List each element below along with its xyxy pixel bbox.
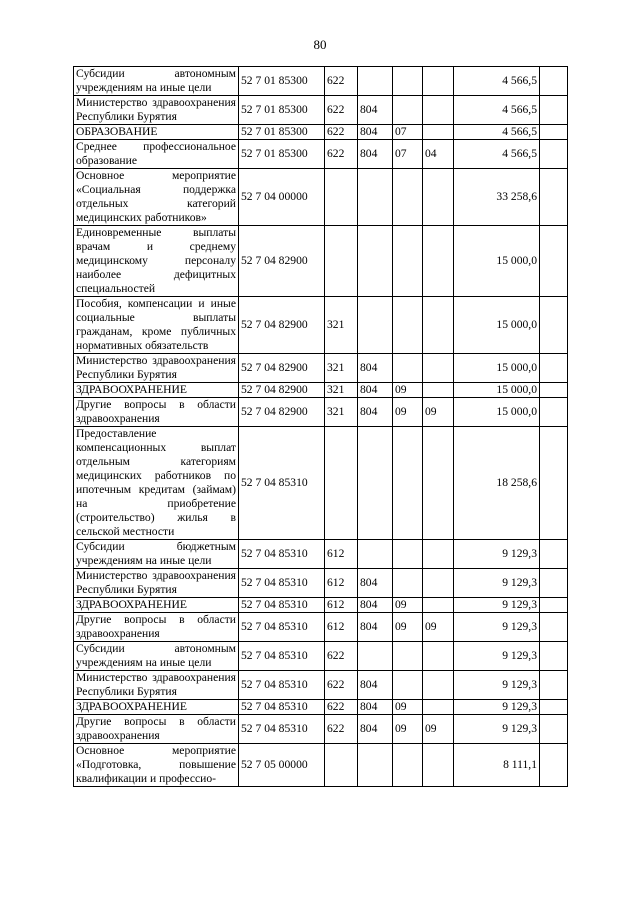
- amount-cell: 9 129,3: [454, 569, 540, 598]
- subsection-code-cell: 09: [423, 398, 454, 427]
- section-code-cell: 09: [393, 383, 423, 398]
- administrator-code-cell: [358, 427, 393, 540]
- section-code-cell: [393, 427, 423, 540]
- subsection-code-cell: [423, 297, 454, 354]
- table-row: [74, 700, 568, 715]
- target-article-code-cell: 52 7 01 85300: [239, 125, 325, 140]
- empty-trailing-cell: [540, 671, 568, 700]
- subsection-code-cell: [423, 169, 454, 226]
- administrator-code-cell: [358, 226, 393, 297]
- row-name-cell: Министерство здравоохранения Республики Бурятия: [74, 569, 239, 598]
- subsection-code-cell: [423, 67, 454, 96]
- subsection-code-cell: [423, 598, 454, 613]
- administrator-code-cell: 804: [358, 398, 393, 427]
- target-article-code-cell: 52 7 04 85310: [239, 598, 325, 613]
- subsection-code-cell: [423, 427, 454, 540]
- target-article-code-cell: 52 7 04 85310: [239, 715, 325, 744]
- target-article-code-cell: 52 7 04 85310: [239, 540, 325, 569]
- empty-trailing-cell: [540, 427, 568, 540]
- target-article-code-cell: 52 7 04 85310: [239, 569, 325, 598]
- expense-type-code-cell: [325, 744, 358, 787]
- amount-cell: 33 258,6: [454, 169, 540, 226]
- expense-type-code-cell: 612: [325, 598, 358, 613]
- row-name-cell: Министерство здравоохранения Республики Бурятия: [74, 354, 239, 383]
- table-row: [74, 383, 568, 398]
- expense-type-code-cell: 622: [325, 140, 358, 169]
- administrator-code-cell: 804: [358, 715, 393, 744]
- subsection-code-cell: 09: [423, 715, 454, 744]
- empty-trailing-cell: [540, 226, 568, 297]
- administrator-code-cell: 804: [358, 671, 393, 700]
- subsection-code-cell: 04: [423, 140, 454, 169]
- amount-cell: 9 129,3: [454, 642, 540, 671]
- administrator-code-cell: [358, 642, 393, 671]
- expense-type-code-cell: 612: [325, 613, 358, 642]
- subsection-code-cell: [423, 569, 454, 598]
- amount-cell: 15 000,0: [454, 398, 540, 427]
- administrator-code-cell: 804: [358, 613, 393, 642]
- administrator-code-cell: [358, 297, 393, 354]
- expense-type-code-cell: [325, 226, 358, 297]
- empty-trailing-cell: [540, 297, 568, 354]
- amount-cell: 4 566,5: [454, 67, 540, 96]
- subsection-code-cell: [423, 226, 454, 297]
- amount-cell: 9 129,3: [454, 700, 540, 715]
- amount-cell: 18 258,6: [454, 427, 540, 540]
- empty-trailing-cell: [540, 125, 568, 140]
- amount-cell: 15 000,0: [454, 226, 540, 297]
- administrator-code-cell: 804: [358, 354, 393, 383]
- empty-trailing-cell: [540, 383, 568, 398]
- row-name-cell: Субсидии автономным учреждениям на иные цели: [74, 67, 239, 96]
- expense-type-code-cell: 622: [325, 715, 358, 744]
- budget-table: [73, 66, 568, 787]
- administrator-code-cell: 804: [358, 569, 393, 598]
- table-row: [74, 398, 568, 427]
- section-code-cell: [393, 744, 423, 787]
- section-code-cell: [393, 354, 423, 383]
- target-article-code-cell: 52 7 04 85310: [239, 613, 325, 642]
- administrator-code-cell: [358, 169, 393, 226]
- expense-type-code-cell: 622: [325, 700, 358, 715]
- expense-type-code-cell: 622: [325, 96, 358, 125]
- expense-type-code-cell: [325, 427, 358, 540]
- expense-type-code-cell: 622: [325, 671, 358, 700]
- table-row: [74, 540, 568, 569]
- section-code-cell: [393, 169, 423, 226]
- table-row: [74, 427, 568, 540]
- amount-cell: 9 129,3: [454, 540, 540, 569]
- empty-trailing-cell: [540, 169, 568, 226]
- section-code-cell: [393, 540, 423, 569]
- row-name-cell: Среднее профессиональное образование: [74, 140, 239, 169]
- row-name-cell: ЗДРАВООХРАНЕНИЕ: [74, 700, 239, 715]
- section-code-cell: [393, 642, 423, 671]
- section-code-cell: [393, 569, 423, 598]
- target-article-code-cell: 52 7 01 85300: [239, 67, 325, 96]
- expense-type-code-cell: 622: [325, 642, 358, 671]
- table-row: [74, 642, 568, 671]
- table-row: [74, 354, 568, 383]
- administrator-code-cell: 804: [358, 96, 393, 125]
- target-article-code-cell: 52 7 04 82900: [239, 297, 325, 354]
- target-article-code-cell: 52 7 04 00000: [239, 169, 325, 226]
- subsection-code-cell: [423, 744, 454, 787]
- row-name-cell: Субсидии бюджетным учреждениям на иные цели: [74, 540, 239, 569]
- section-code-cell: 09: [393, 398, 423, 427]
- target-article-code-cell: 52 7 05 00000: [239, 744, 325, 787]
- table-row: [74, 598, 568, 613]
- table-row: [74, 169, 568, 226]
- row-name-cell: ЗДРАВООХРАНЕНИЕ: [74, 598, 239, 613]
- section-code-cell: 09: [393, 598, 423, 613]
- target-article-code-cell: 52 7 01 85300: [239, 96, 325, 125]
- administrator-code-cell: 804: [358, 140, 393, 169]
- amount-cell: 9 129,3: [454, 598, 540, 613]
- section-code-cell: 07: [393, 140, 423, 169]
- amount-cell: 4 566,5: [454, 125, 540, 140]
- amount-cell: 15 000,0: [454, 383, 540, 398]
- expense-type-code-cell: 321: [325, 398, 358, 427]
- row-name-cell: ОБРАЗОВАНИЕ: [74, 125, 239, 140]
- row-name-cell: Министерство здравоохранения Республики Бурятия: [74, 96, 239, 125]
- empty-trailing-cell: [540, 140, 568, 169]
- subsection-code-cell: [423, 383, 454, 398]
- target-article-code-cell: 52 7 04 85310: [239, 427, 325, 540]
- subsection-code-cell: 09: [423, 613, 454, 642]
- empty-trailing-cell: [540, 354, 568, 383]
- section-code-cell: 09: [393, 613, 423, 642]
- table-row: [74, 715, 568, 744]
- section-code-cell: [393, 226, 423, 297]
- empty-trailing-cell: [540, 700, 568, 715]
- expense-type-code-cell: 321: [325, 297, 358, 354]
- subsection-code-cell: [423, 700, 454, 715]
- expense-type-code-cell: [325, 169, 358, 226]
- target-article-code-cell: 52 7 04 85310: [239, 671, 325, 700]
- administrator-code-cell: 804: [358, 700, 393, 715]
- row-name-cell: Предоставление компенсационных выплат отдельным категориям медицинских работников по ипотечным кредитам (займам) на приобретение (строительство) жилья в сельской местности: [74, 427, 239, 540]
- target-article-code-cell: 52 7 04 82900: [239, 383, 325, 398]
- empty-trailing-cell: [540, 540, 568, 569]
- amount-cell: 4 566,5: [454, 96, 540, 125]
- table-row: [74, 744, 568, 787]
- administrator-code-cell: [358, 540, 393, 569]
- page-number: 80: [313, 37, 327, 52]
- section-code-cell: [393, 671, 423, 700]
- empty-trailing-cell: [540, 642, 568, 671]
- subsection-code-cell: [423, 642, 454, 671]
- row-name-cell: ЗДРАВООХРАНЕНИЕ: [74, 383, 239, 398]
- table-row: [74, 226, 568, 297]
- target-article-code-cell: 52 7 04 82900: [239, 226, 325, 297]
- table-row: [74, 569, 568, 598]
- table-row: [74, 125, 568, 140]
- expense-type-code-cell: 321: [325, 383, 358, 398]
- table-row: [74, 671, 568, 700]
- amount-cell: 8 111,1: [454, 744, 540, 787]
- section-code-cell: 07: [393, 125, 423, 140]
- row-name-cell: Другие вопросы в области здравоохранения: [74, 398, 239, 427]
- subsection-code-cell: [423, 96, 454, 125]
- administrator-code-cell: [358, 744, 393, 787]
- amount-cell: 9 129,3: [454, 671, 540, 700]
- amount-cell: 9 129,3: [454, 613, 540, 642]
- empty-trailing-cell: [540, 613, 568, 642]
- administrator-code-cell: 804: [358, 125, 393, 140]
- row-name-cell: Основное мероприятие «Социальная поддержка отдельных категорий медицинских работников»: [74, 169, 239, 226]
- subsection-code-cell: [423, 125, 454, 140]
- expense-type-code-cell: 622: [325, 125, 358, 140]
- empty-trailing-cell: [540, 715, 568, 744]
- section-code-cell: 09: [393, 715, 423, 744]
- target-article-code-cell: 52 7 04 82900: [239, 398, 325, 427]
- administrator-code-cell: [358, 67, 393, 96]
- target-article-code-cell: 52 7 04 82900: [239, 354, 325, 383]
- table-row: [74, 67, 568, 96]
- amount-cell: 9 129,3: [454, 715, 540, 744]
- administrator-code-cell: 804: [358, 598, 393, 613]
- budget-table-body: [74, 67, 568, 787]
- section-code-cell: [393, 297, 423, 354]
- empty-trailing-cell: [540, 744, 568, 787]
- table-row: [74, 96, 568, 125]
- amount-cell: 4 566,5: [454, 140, 540, 169]
- subsection-code-cell: [423, 354, 454, 383]
- subsection-code-cell: [423, 671, 454, 700]
- table-row: [74, 297, 568, 354]
- expense-type-code-cell: 612: [325, 540, 358, 569]
- row-name-cell: Единовременные выплаты врачам и среднему медицинскому персоналу наиболее дефицитных специальностей: [74, 226, 239, 297]
- subsection-code-cell: [423, 540, 454, 569]
- row-name-cell: Пособия, компенсации и иные социальные выплаты гражданам, кроме публичных нормативных обязательств: [74, 297, 239, 354]
- target-article-code-cell: 52 7 04 85310: [239, 700, 325, 715]
- administrator-code-cell: 804: [358, 383, 393, 398]
- expense-type-code-cell: 321: [325, 354, 358, 383]
- table-row: [74, 140, 568, 169]
- row-name-cell: Министерство здравоохранения Республики Бурятия: [74, 671, 239, 700]
- row-name-cell: Основное мероприятие «Подготовка, повышение квалификации и профессио-: [74, 744, 239, 787]
- empty-trailing-cell: [540, 598, 568, 613]
- amount-cell: 15 000,0: [454, 297, 540, 354]
- row-name-cell: Субсидии автономным учреждениям на иные цели: [74, 642, 239, 671]
- section-code-cell: [393, 96, 423, 125]
- expense-type-code-cell: 612: [325, 569, 358, 598]
- expense-type-code-cell: 622: [325, 67, 358, 96]
- empty-trailing-cell: [540, 569, 568, 598]
- table-row: [74, 613, 568, 642]
- empty-trailing-cell: [540, 67, 568, 96]
- section-code-cell: 09: [393, 700, 423, 715]
- empty-trailing-cell: [540, 398, 568, 427]
- target-article-code-cell: 52 7 04 85310: [239, 642, 325, 671]
- amount-cell: 15 000,0: [454, 354, 540, 383]
- empty-trailing-cell: [540, 96, 568, 125]
- section-code-cell: [393, 67, 423, 96]
- row-name-cell: Другие вопросы в области здравоохранения: [74, 715, 239, 744]
- target-article-code-cell: 52 7 01 85300: [239, 140, 325, 169]
- row-name-cell: Другие вопросы в области здравоохранения: [74, 613, 239, 642]
